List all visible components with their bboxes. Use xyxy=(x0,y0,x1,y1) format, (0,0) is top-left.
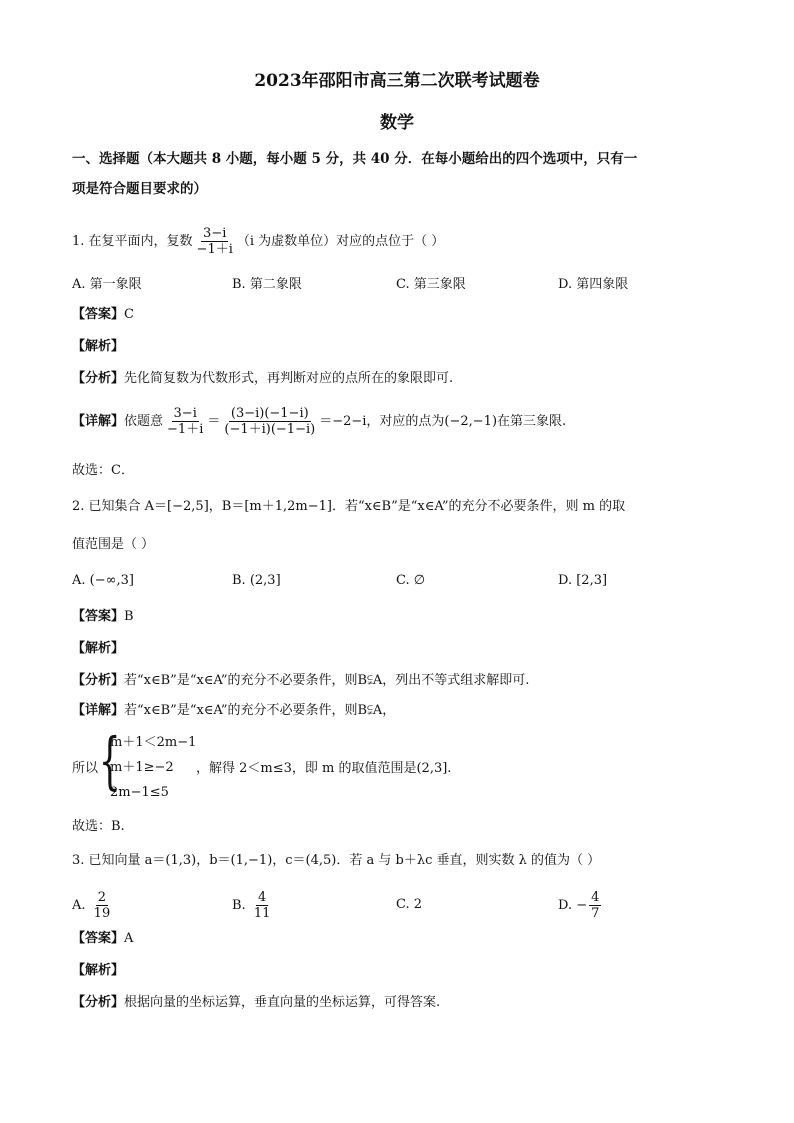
subject-heading: 数学 xyxy=(380,113,414,133)
q3-option-b-num: 4 xyxy=(257,890,267,905)
q2-stem-line1: 2. 已知集合 A＝[−2,5]，B＝[m＋1,2m−1]．若“x∈B”是“x∈A”的充分不必要条件，则 m 的取 xyxy=(72,499,626,514)
q1-x-frac1-num: 3−i xyxy=(173,406,197,421)
q2-fenxi-text: 若“x∈B”是“x∈A”的充分不必要条件，则B⫋A，列出不等式组求解即可. xyxy=(124,673,530,688)
q3-fenxi-tag: 【分析】 xyxy=(72,995,125,1010)
q1-stem-post: （i 为虚数单位）对应的点位于（ ） xyxy=(236,234,445,249)
q2-fenxi xyxy=(72,672,529,690)
q1-x-frac2 xyxy=(222,406,317,437)
q3-answer xyxy=(72,930,133,948)
q3-option-a-frac xyxy=(92,890,113,921)
q2-answer-tag: 【答案】 xyxy=(72,609,125,624)
q3-option-b xyxy=(232,890,274,921)
q3-option-b-label: B. xyxy=(232,898,246,913)
q2-stem-line2: 值范围是（ ） xyxy=(72,537,155,552)
q2-guxuan: 故选：B. xyxy=(72,819,125,834)
q1-option-b: B. 第二象限 xyxy=(232,277,302,292)
q1-option-d: D. 第四象限 xyxy=(558,277,629,292)
q2-option-b: B. (2,3] xyxy=(232,573,281,588)
q1-frac-num: 3−i xyxy=(203,226,227,241)
q1-answer-value: C xyxy=(124,307,134,322)
q1-fenxi-tag: 【分析】 xyxy=(72,371,125,386)
q2-jiexi: 【解析】 xyxy=(72,641,125,656)
q3-fenxi-text: 根据向量的坐标运算，垂直向量的坐标运算，可得答案. xyxy=(124,995,441,1010)
q3-option-c: C. 2 xyxy=(396,897,423,912)
q3-answer-value: A xyxy=(124,931,134,946)
q2-sys-line2: m＋1≥−2 xyxy=(110,760,174,775)
section-heading-line2: 项是符合题目要求的） xyxy=(72,181,207,197)
q2-xiangjie xyxy=(72,702,395,720)
q1-x-frac1-den: −1＋i xyxy=(167,422,204,437)
q1-stem xyxy=(72,226,444,257)
q1-answer-tag: 【答案】 xyxy=(72,307,125,322)
q2-option-d: D. [2,3] xyxy=(558,573,608,588)
q3-stem: 3. 已知向量 a＝(1,3)，b＝(1,−1)，c＝(4,5)．若 a 与 b＋λc 垂直，则实数 λ 的值为（ ） xyxy=(72,853,601,868)
q1-xiangjie xyxy=(72,406,566,437)
q2-sys-line3: 2m−1≤5 xyxy=(110,785,169,800)
q3-option-b-frac xyxy=(252,890,273,921)
q3-answer-tag: 【答案】 xyxy=(72,931,125,946)
q3-option-d-label: D. − xyxy=(558,898,588,913)
q1-fenxi xyxy=(72,370,453,388)
q1-x-frac2-den: (−1＋i)(−1−i) xyxy=(224,422,316,437)
q3-option-a xyxy=(72,890,114,921)
page-title: 2023年邵阳市高三第二次联考试题卷 xyxy=(254,71,540,91)
q3-option-a-label: A. xyxy=(72,898,86,913)
q1-jiexi: 【解析】 xyxy=(72,339,125,354)
section-heading-line1: 一、选择题（本大题共 8 小题，每小题 5 分，共 40 分．在每小题给出的四个选项中，只有一 xyxy=(72,151,638,167)
q1-fenxi-text: 先化简复数为代数形式，再判断对应的点所在的象限即可. xyxy=(124,371,454,386)
q2-answer-value: B xyxy=(124,609,134,624)
q3-option-b-den: 11 xyxy=(253,906,271,921)
q1-answer xyxy=(72,306,134,324)
q1-x-result: ＝−2−i，对应的点为(−2,−1)在第三象限. xyxy=(319,414,567,429)
q3-jiexi: 【解析】 xyxy=(72,963,125,978)
q1-frac-den: −1＋i xyxy=(196,242,233,257)
q3-option-d xyxy=(558,890,603,921)
q1-x-frac2-num: (3−i)(−1−i) xyxy=(230,406,309,421)
q1-stem-pre: 1. 在复平面内，复数 xyxy=(72,234,193,249)
q2-system-brace: { xyxy=(98,724,121,797)
q3-option-d-num: 4 xyxy=(591,890,600,905)
q2-xiangjie-tag: 【详解】 xyxy=(72,703,125,718)
q2-option-a: A. (−∞,3] xyxy=(72,573,134,588)
q3-option-a-den: 19 xyxy=(93,906,111,921)
q3-option-d-frac xyxy=(589,890,601,921)
q3-option-d-den: 7 xyxy=(591,906,600,921)
q2-sys-post: ，解得 2＜m≤3，即 m 的取值范围是(2,3]. xyxy=(196,761,452,776)
q1-guxuan: 故选：C． xyxy=(72,463,134,478)
q2-fenxi-tag: 【分析】 xyxy=(72,673,125,688)
q2-xiangjie-text: 若“x∈B”是“x∈A”的充分不必要条件，则B⫋A， xyxy=(124,703,396,718)
q3-option-a-num: 2 xyxy=(97,890,107,905)
q1-option-c: C. 第三象限 xyxy=(396,277,466,292)
q1-x-equals: ＝ xyxy=(207,414,221,429)
q1-x-frac1 xyxy=(165,406,205,437)
q3-fenxi xyxy=(72,994,440,1012)
q2-option-c: C. ∅ xyxy=(396,573,426,588)
q2-suoyi: 所以 xyxy=(72,761,99,776)
q2-answer xyxy=(72,608,134,626)
q1-xiangjie-tag: 【详解】 xyxy=(72,414,125,429)
q1-fraction xyxy=(195,226,235,257)
q1-xiangjie-pre: 依题意 xyxy=(124,414,164,429)
q2-sys-line1: m＋1＜2m−1 xyxy=(110,735,197,750)
q1-option-a: A. 第一象限 xyxy=(72,277,142,292)
